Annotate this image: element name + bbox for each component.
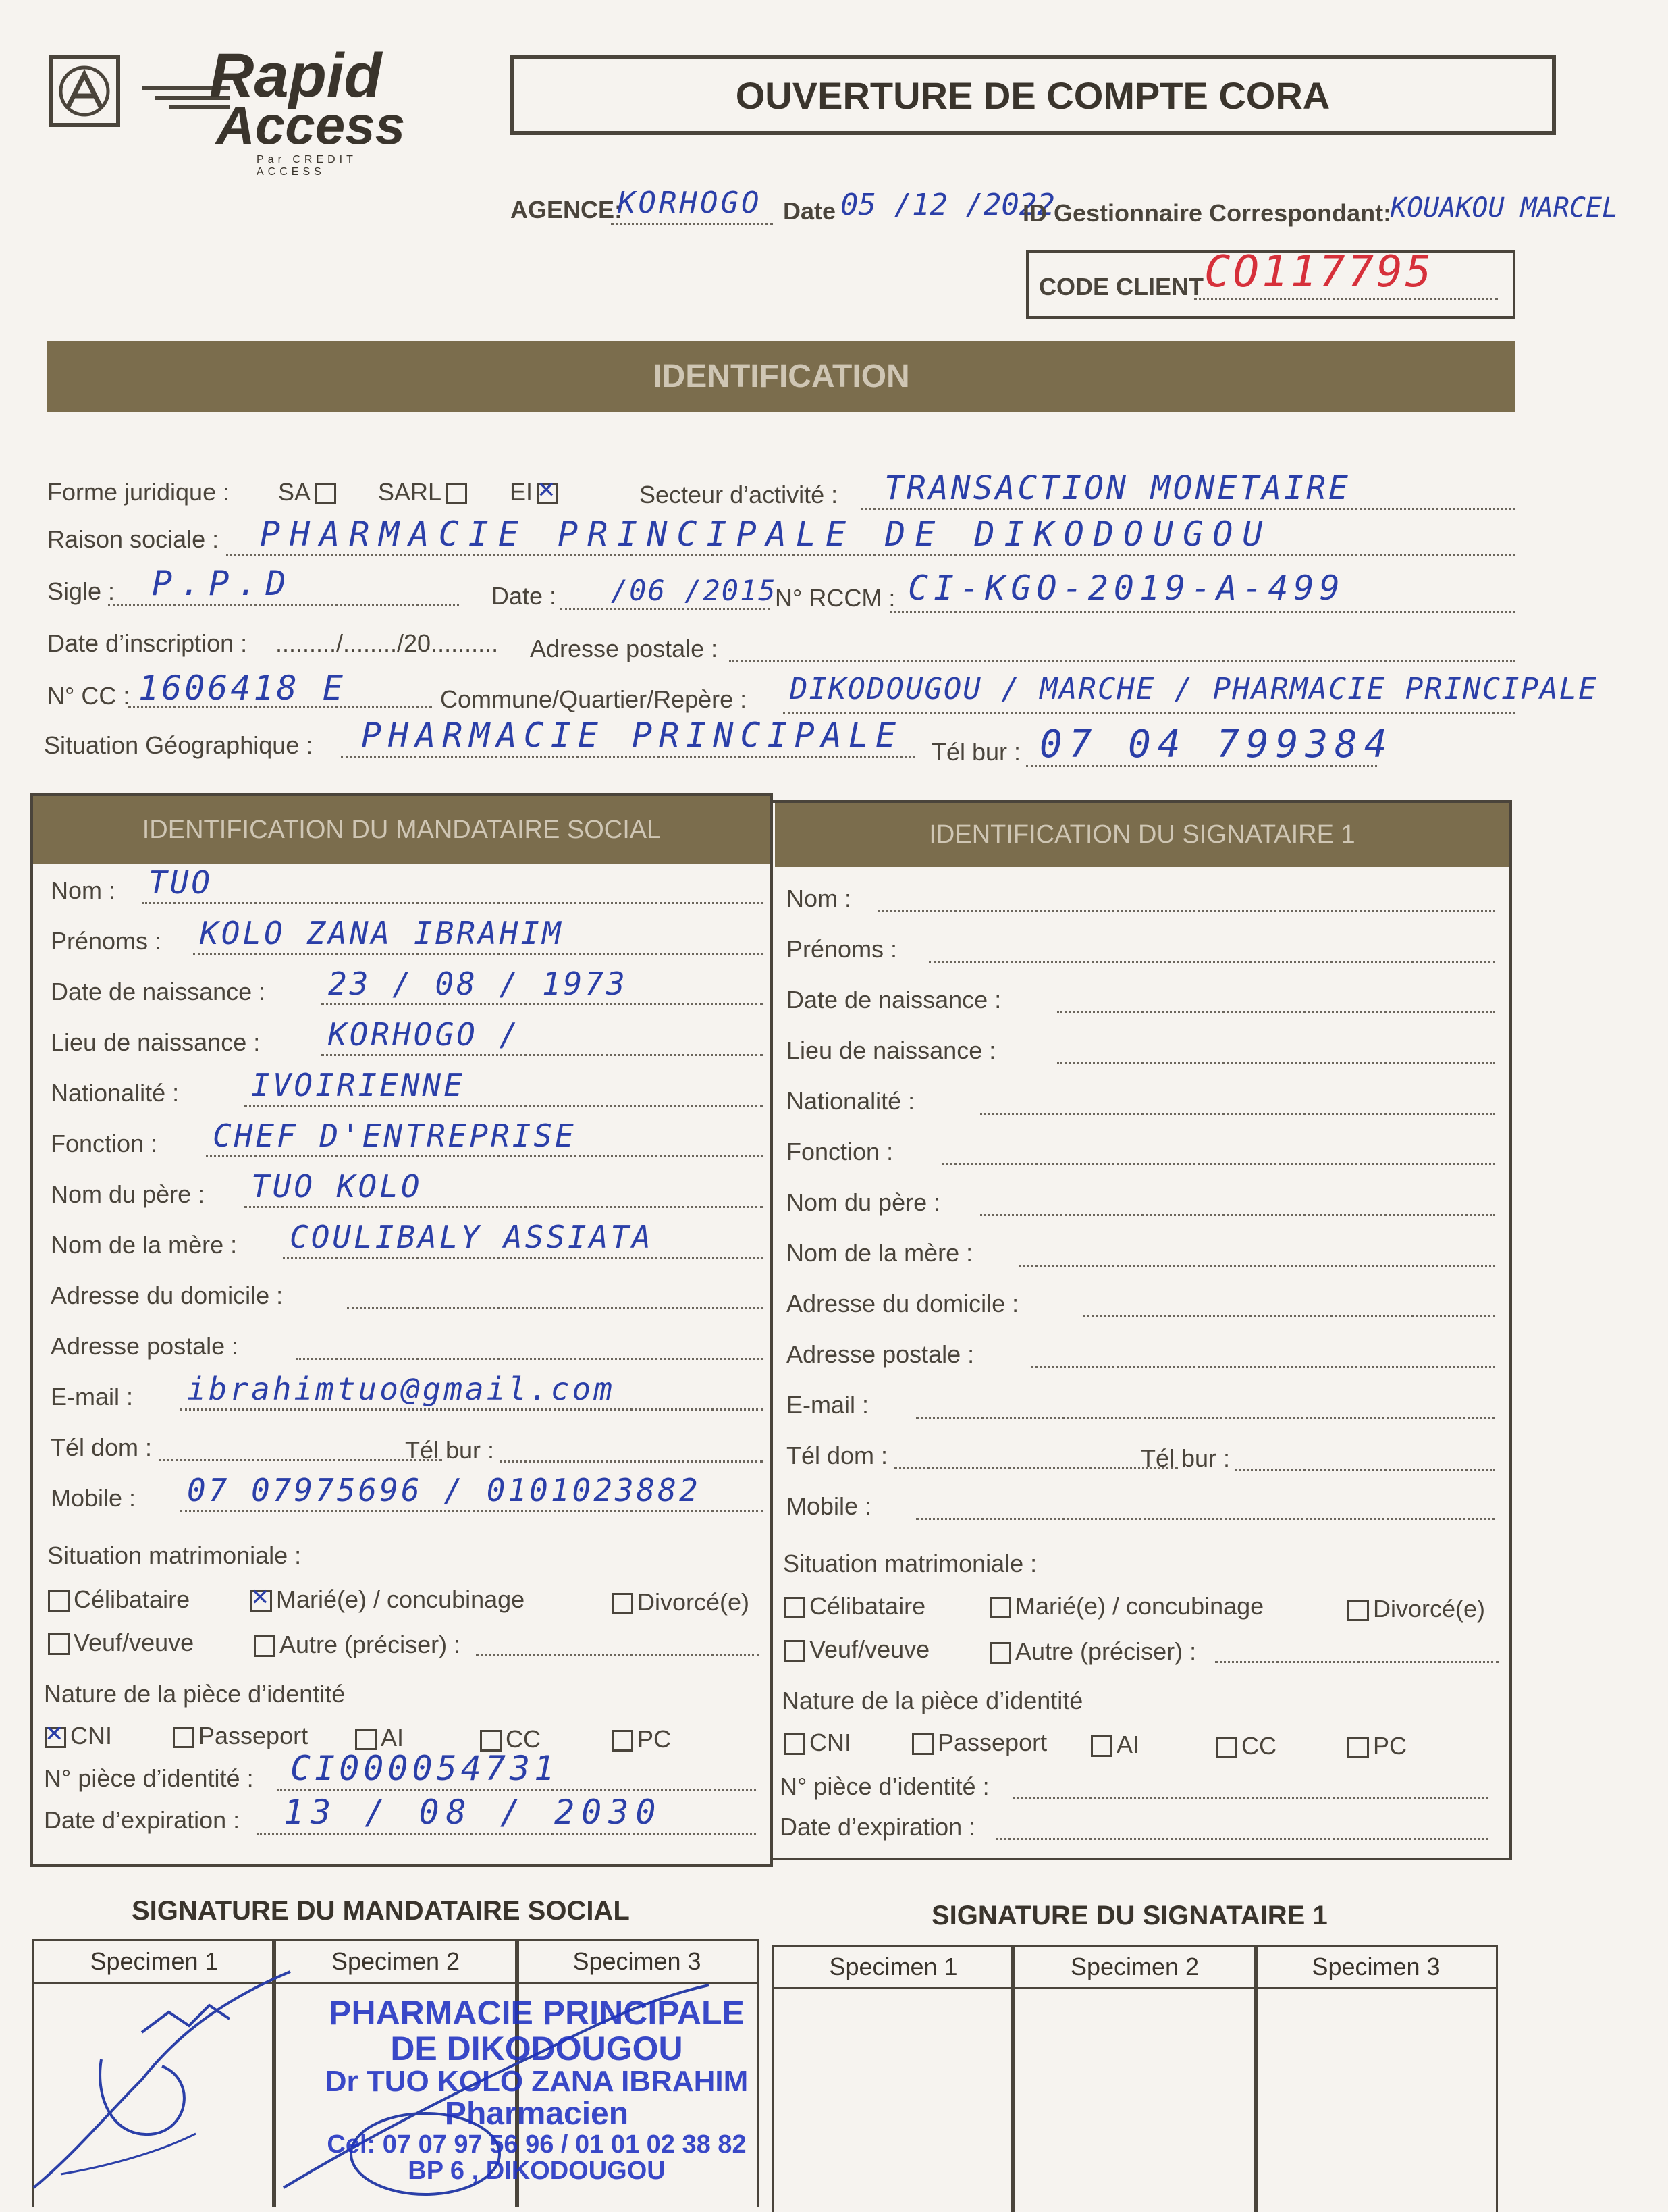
sig-left-spec3: Specimen 3 (515, 1939, 759, 1984)
geo-line (341, 756, 915, 758)
date-creation-line (560, 608, 770, 610)
mandataire-field-label: Tél dom : (51, 1433, 153, 1461)
sign-passeport-checkbox[interactable] (912, 1733, 934, 1755)
sign-marie: Marié(e) / concubinage (986, 1592, 1264, 1621)
agence-value: KORHOGO (618, 186, 762, 220)
sign-exp-label: Date d’expiration : (780, 1813, 976, 1841)
sign-veuf: Veuf/veuve (780, 1635, 930, 1664)
stamp-line5: Cel: 07 07 97 56 96 / 01 01 02 38 82 (327, 2130, 747, 2159)
signataire-field-line[interactable] (894, 1467, 1178, 1469)
mandataire-field-label: Nom de la mère : (51, 1231, 238, 1259)
mand-divorce: Divorcé(e) (608, 1588, 749, 1616)
signataire-field-line[interactable] (942, 1163, 1495, 1165)
mandataire-field-line[interactable] (347, 1307, 763, 1309)
logo (47, 41, 425, 178)
signataire-field-label: Prénoms : (786, 935, 898, 963)
inscription-value: ........./......../20.......... (275, 629, 499, 657)
raison-label: Raison sociale : (47, 525, 219, 553)
mandataire-field-line[interactable] (244, 1206, 763, 1208)
code-client-value: CO117795 (1204, 247, 1434, 297)
mandataire-field-label: Date de naissance : (51, 978, 266, 1005)
sign-cc-checkbox[interactable] (1216, 1737, 1237, 1758)
mand-exp-line (257, 1833, 756, 1835)
date-label: Date (783, 197, 836, 225)
signataire-field-line[interactable] (916, 1518, 1495, 1520)
mandataire-field-label: Prénoms : (51, 927, 162, 955)
mandataire-field-value: KOLO ZANA IBRAHIM (200, 915, 564, 951)
mandataire-field-line[interactable] (244, 1105, 763, 1107)
sig-right-spec2: Specimen 2 (1011, 1945, 1258, 1989)
form-title (510, 55, 1556, 135)
mand-pc: PC (608, 1725, 671, 1754)
mandataire-field-line[interactable] (159, 1459, 442, 1461)
identification-band (47, 341, 1515, 412)
mandataire-field-line[interactable] (180, 1408, 763, 1411)
signataire-field-label: Tél dom : (786, 1442, 888, 1469)
code-client-line (1194, 298, 1498, 300)
signataire-field-label: Lieu de naissance : (786, 1036, 996, 1064)
mandataire-field-label: E-mail : (51, 1383, 134, 1411)
mandataire-field-value: TUO KOLO (251, 1168, 423, 1205)
stamp-line2: DE DIKODOUGOU (390, 2029, 683, 2068)
commune-value: DIKODOUGOU / MARCHE / PHARMACIE PRINCIPALE (790, 672, 1598, 706)
adresse-postale-line (729, 660, 1515, 662)
signataire-field-label: Adresse du domicile : (786, 1290, 1019, 1317)
sign-cc: CC (1212, 1732, 1276, 1760)
code-client-box (1026, 247, 1515, 319)
mand-passeport: Passeport (169, 1722, 308, 1750)
sig-right-title: SIGNATURE DU SIGNATAIRE 1 (932, 1901, 1328, 1930)
mand-celib-checkbox[interactable] (48, 1590, 70, 1612)
sigle-label: Sigle : (47, 577, 115, 605)
mandataire-field-label: Adresse postale : (51, 1332, 239, 1360)
secteur-label: Secteur d’activité : (639, 481, 838, 508)
signataire-field-line[interactable] (929, 961, 1495, 963)
rccm-label: N° RCCM : (775, 584, 896, 612)
mand-cc: CC (476, 1725, 541, 1754)
mandataire-field-line[interactable] (283, 1257, 763, 1259)
sign-autre-checkbox[interactable] (990, 1642, 1011, 1664)
sign-situation-label: Situation matrimoniale : (783, 1550, 1038, 1577)
sign-cni: CNI (780, 1729, 851, 1757)
form-title-text: OUVERTURE DE COMPTE CORA (735, 74, 1330, 117)
logo-line2: Access (216, 95, 406, 155)
forme-label: Forme juridique : (47, 478, 230, 506)
signataire-field-line[interactable] (1057, 1011, 1495, 1013)
date-creation-value: /06 /2015 (611, 574, 777, 607)
signataire-field-line[interactable] (1019, 1265, 1495, 1267)
signataire-field-line[interactable] (916, 1417, 1495, 1419)
tel-bur-label: Tél bur : (932, 738, 1021, 766)
sign-passeport: Passeport (908, 1729, 1047, 1757)
mandataire-field-value: CHEF D'ENTREPRISE (213, 1117, 576, 1154)
logo-line1: Rapid (209, 41, 382, 110)
mand-veuf: Veuf/veuve (44, 1629, 194, 1657)
mandataire-field-line[interactable] (193, 953, 763, 955)
sign-marie-checkbox[interactable] (990, 1597, 1011, 1618)
mand-passeport-checkbox[interactable] (173, 1727, 194, 1748)
mand-exp-value: 13 / 08 / 2030 (284, 1793, 663, 1832)
mandataire-field-line[interactable] (321, 1054, 763, 1056)
raison-line (226, 554, 1515, 556)
sigle-value: P.P.D (152, 564, 294, 603)
signataire-field-label: Nom de la mère : (786, 1239, 973, 1267)
mand-marie: ✕ Marié(e) / concubinage (246, 1585, 524, 1614)
sig-right-area1[interactable] (772, 1987, 1015, 2212)
sarl-checkbox[interactable] (446, 483, 467, 504)
sign-ai: AI (1087, 1731, 1139, 1759)
inscription-label: Date d’inscription : (47, 629, 248, 657)
ei-checkbox[interactable] (537, 483, 558, 504)
mandataire-field-label: Adresse du domicile : (51, 1282, 284, 1309)
sign-nature-label: Nature de la pièce d’identité (782, 1687, 1083, 1714)
mand-autre-checkbox[interactable] (254, 1635, 275, 1657)
logo-tagline: Par CREDIT ACCESS (257, 154, 357, 178)
identification-title: IDENTIFICATION (653, 359, 910, 394)
mandataire-field-value: IVOIRIENNE (251, 1067, 465, 1103)
signataire-field-label: Nationalité : (786, 1087, 915, 1115)
signataire-field-label: E-mail : (786, 1391, 869, 1419)
signataire-field-line2[interactable] (1235, 1469, 1495, 1471)
geo-value: PHARMACIE PRINCIPALE (361, 716, 903, 755)
sign-exp-line (996, 1838, 1488, 1840)
rccm-line (890, 611, 1515, 613)
sig-left-spec2: Specimen 2 (272, 1939, 519, 1984)
sign-autre-line (1215, 1661, 1499, 1663)
mandataire-field-label: Fonction : (51, 1130, 158, 1157)
signataire-field-label: Nom du père : (786, 1188, 941, 1216)
signataire-field-line[interactable] (980, 1214, 1495, 1216)
pharmacy-stamp (307, 1995, 766, 2185)
sig-left-title: SIGNATURE DU MANDATAIRE SOCIAL (132, 1896, 630, 1926)
date-value: 05 /12 /2022 (840, 188, 1055, 222)
mand-piece-value: CI000054731 (290, 1749, 559, 1788)
mandataire-field-line[interactable] (206, 1155, 763, 1157)
mandataire-field-label2: Tél bur : (405, 1436, 495, 1464)
code-client-label: CODE CLIENT (1039, 273, 1204, 300)
mandataire-field-value: 23 / 08 / 1973 (328, 966, 628, 1002)
mand-ai: AI (351, 1724, 404, 1752)
signataire-title: IDENTIFICATION DU SIGNATAIRE 1 (929, 820, 1355, 849)
mandataire-field-value: KORHOGO / (328, 1016, 521, 1053)
mand-pc-checkbox[interactable] (612, 1730, 633, 1752)
signataire-field-label: Adresse postale : (786, 1340, 975, 1368)
agence-label: AGENCE: (510, 196, 623, 223)
signataire-field-label: Mobile : (786, 1492, 872, 1520)
sig-right-spec1: Specimen 1 (772, 1945, 1015, 1989)
mand-piece-line (277, 1789, 756, 1791)
mand-celib: Célibataire (44, 1585, 190, 1614)
sig-right-area3[interactable] (1254, 1987, 1498, 2212)
sig-right-area2[interactable] (1011, 1987, 1258, 2212)
sign-pc: PC (1343, 1732, 1407, 1760)
secteur-line (861, 508, 1515, 510)
mandataire-field-label: Mobile : (51, 1484, 136, 1512)
mandataire-field-label: Lieu de naissance : (51, 1028, 261, 1056)
agence-line (611, 223, 773, 225)
sign-pc-checkbox[interactable] (1347, 1737, 1369, 1758)
cc-label: N° CC : (47, 682, 130, 710)
mandataire-title: IDENTIFICATION DU MANDATAIRE SOCIAL (142, 816, 662, 844)
mand-autre: Autre (préciser) : (250, 1631, 460, 1659)
mandataire-field-value: 07 07975696 / 0101023882 (187, 1472, 701, 1508)
sign-piece-label: N° pièce d’identité : (780, 1772, 990, 1800)
signataire-field-line[interactable] (1031, 1366, 1495, 1368)
stamp-line1: PHARMACIE PRINCIPALE (329, 1994, 745, 2032)
signataire-field-label: Fonction : (786, 1138, 894, 1165)
gestionnaire-value: KOUAKOU MARCEL (1391, 192, 1619, 223)
sig-right-spec3: Specimen 3 (1254, 1945, 1498, 1989)
signataire-field-label2: Tél bur : (1141, 1444, 1231, 1472)
mand-ai-checkbox[interactable] (355, 1729, 377, 1750)
mandataire-field-value: TUO (149, 864, 213, 901)
tel-bur-value: 07 04 799384 (1040, 722, 1394, 766)
signataire-field-line[interactable] (878, 910, 1495, 912)
sign-divorce-checkbox[interactable] (1347, 1600, 1369, 1621)
mandataire-field-line[interactable] (296, 1358, 763, 1360)
stamp-line6: BP 6 , DIKODOUGOU (408, 2157, 666, 2186)
geo-label: Situation Géographique : (44, 731, 313, 759)
commune-line (783, 712, 1515, 714)
mand-autre-line (476, 1654, 759, 1656)
signataire-field-label: Date de naissance : (786, 986, 1002, 1013)
logo-icon (47, 54, 122, 128)
sign-autre: Autre (préciser) : (986, 1637, 1196, 1666)
sigle-line (108, 604, 459, 606)
mand-piece-label: N° pièce d’identité : (44, 1764, 254, 1792)
date-creation-label: Date : (491, 582, 557, 610)
mand-marie-checkbox[interactable] (250, 1590, 272, 1612)
sign-piece-line (1013, 1797, 1488, 1799)
sa-checkbox[interactable] (315, 483, 336, 504)
forme-sarl: SARL (378, 478, 471, 506)
raison-value: PHARMACIE PRINCIPALE DE DIKODOUGOU (260, 515, 1272, 554)
mandataire-field-label: Nom du père : (51, 1180, 205, 1208)
stamp-line4: Pharmacien (444, 2096, 629, 2132)
mand-divorce-checkbox[interactable] (612, 1593, 633, 1614)
cc-value: 1606418 E (138, 668, 346, 708)
mand-cni-checkbox[interactable] (45, 1727, 66, 1748)
sign-veuf-checkbox[interactable] (784, 1640, 805, 1662)
mand-exp-label: Date d’expiration : (44, 1806, 240, 1834)
mandataire-field-line2[interactable] (500, 1460, 763, 1463)
forme-sa: SA (278, 478, 340, 506)
signataire-field-line[interactable] (980, 1113, 1495, 1115)
signataire-field-label: Nom : (786, 885, 852, 912)
stamp-line3: Dr TUO KOLO ZANA IBRAHIM (325, 2065, 749, 2098)
mandataire-field-line[interactable] (142, 902, 763, 904)
mandataire-field-line[interactable] (180, 1510, 763, 1512)
mandataire-field-value: COULIBALY ASSIATA (290, 1219, 653, 1255)
forme-ei: EI✕ (510, 478, 562, 506)
mandataire-field-line[interactable] (321, 1003, 763, 1005)
sign-celib-checkbox[interactable] (784, 1597, 805, 1618)
sign-celib: Célibataire (780, 1592, 925, 1621)
commune-label: Commune/Quartier/Repère : (440, 685, 747, 713)
mand-situation-label: Situation matrimoniale : (47, 1542, 302, 1569)
sign-ai-checkbox[interactable] (1091, 1735, 1112, 1757)
mandataire-band (33, 796, 770, 864)
signataire-field-line[interactable] (1083, 1315, 1495, 1317)
rccm-value: CI-KGO-2019-A-499 (908, 569, 1345, 608)
mandataire-field-value: ibrahimtuo@gmail.com (187, 1371, 615, 1407)
mandataire-field-label: Nom : (51, 876, 116, 904)
signataire-band (775, 803, 1509, 867)
adresse-postale-label: Adresse postale : (530, 635, 718, 662)
sig-left-spec1: Specimen 1 (32, 1939, 276, 1984)
sign-divorce: Divorcé(e) (1343, 1595, 1485, 1623)
secteur-value: TRANSACTION MONETAIRE (884, 469, 1351, 507)
signataire-field-line[interactable] (1057, 1062, 1495, 1064)
mand-nature-label: Nature de la pièce d’identité (44, 1680, 346, 1708)
mandataire-field-label: Nationalité : (51, 1079, 180, 1107)
mand-veuf-checkbox[interactable] (48, 1633, 70, 1655)
mand-cni: ✕CNI (41, 1722, 112, 1750)
gestionnaire-label: ID Gestionnaire Correspondant: (1023, 199, 1392, 227)
sign-cni-checkbox[interactable] (784, 1733, 805, 1755)
